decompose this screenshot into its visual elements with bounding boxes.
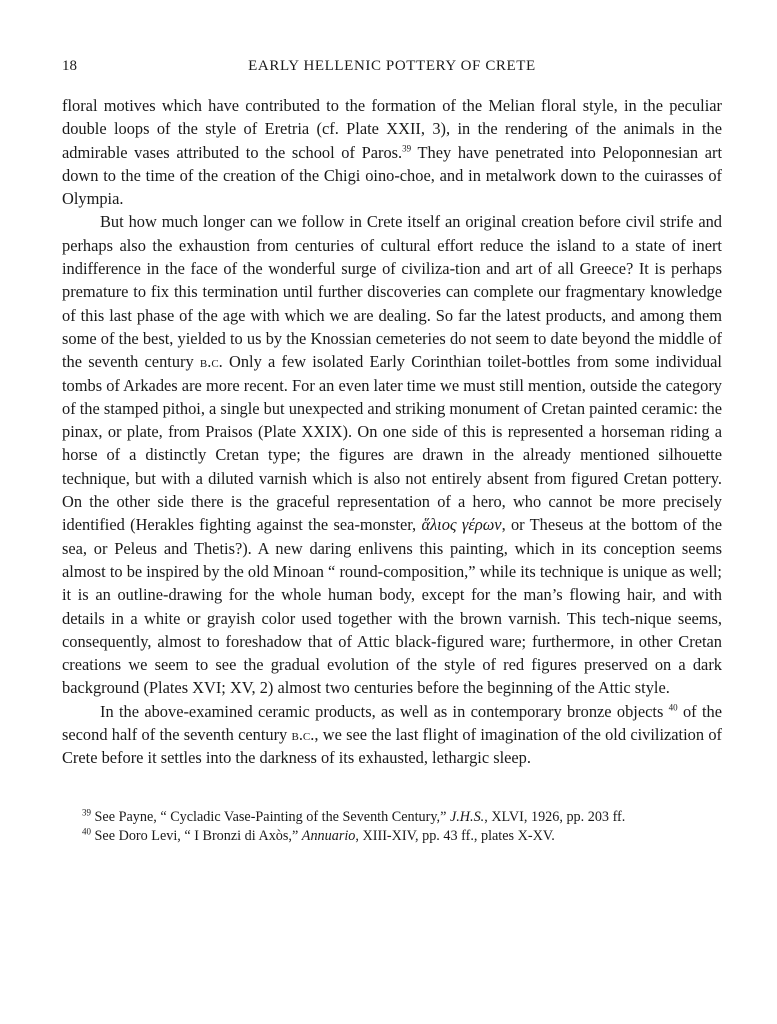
page-header [62, 58, 722, 84]
paragraph-3-text-c: , we see the last flight of imagination of the old civilization of Crete before it settles into the darkness of its exhausted, lethargic sleep. [62, 725, 722, 768]
paragraph-2-text-c: , or Theseus at the bottom of the sea, or Peleus and Thetis?). A new daring enlivens this painting, which in its conception seems almost to be inspired by the old Minoan “ round-composition,” while its technique is unique as well; it is an outline-drawing for the whole human body, except for the man’s flowing hair, and with details in a white or grayish color used together with the brown varnish. This tech-nique seems, consequently, almost to foreshadow that of Attic black-figured ware; furthermore, in other Cretan creations we seem to see the gradual evolution of the style of red figures preserved on a dark background (Plates XVI; XV, 2) almost two centuries before the beginning of the Attic style. [62, 515, 723, 698]
footnote-text: See Doro Levi, “ I Bronzi di Axòs,” [91, 828, 302, 845]
bc-abbrev: b.c. [199, 352, 223, 372]
paragraph-1-text-b: They have penetrated into Peloponnesian art down to the time of the creation of the Chigi oino-choe, and in metalwork down to the cuirasses of Olympia. [62, 142, 722, 209]
footnote-ref-39: 39 [402, 143, 412, 154]
footnote-40 [62, 827, 722, 847]
footnote-text-end: , XIII-XIV, pp. 43 ff., plates X-XV. [355, 828, 555, 845]
body-text [62, 94, 722, 770]
paragraph-2-text-a: But how much longer can we follow in Crete itself an original creation before civil strife and perhaps also the exhaustion from centuries of cultural effort reduce the island to a state of inert indifference in the face of the wonderful surge of civiliza-tion and art of all Greece? It is perhaps premature to fix this termination until further discoveries can complete our fragmentary knowledge of this last phase of the age with which we are dealing. So far the latest products, and among them some of the best, yielded to us by the Knossian cemeteries do not seem to date beyond the middle of the seventh century [62, 212, 722, 372]
footnote-text-end: , XLVI, 1926, pp. 203 ff. [484, 808, 626, 825]
footnote-journal: Annuario [301, 828, 356, 845]
paragraph-3-text-b: of the second half of the seventh century [62, 701, 722, 745]
greek-phrase: ἅλιος γέρων [421, 515, 502, 535]
footnote-mark: 39 [82, 806, 91, 817]
footnote-journal: J.H.S. [449, 808, 485, 825]
paragraph-3-text-a: In the above-examined ceramic products, as well as in contemporary bronze objects [100, 701, 669, 721]
paragraph-1 [62, 94, 722, 210]
footnote-text: See Payne, “ Cycladic Vase-Painting of the Seventh Century,” [91, 808, 450, 825]
paragraph-3 [62, 700, 722, 770]
footnote-ref-40: 40 [668, 702, 678, 713]
footnote-39 [62, 808, 722, 828]
footnotes [62, 808, 722, 847]
paragraph-1-text-a: floral motives which have contributed to the formation of the Melian floral style, in the peculiar double loops of the style of Eretria (cf. Plate XXII, 3), in the rendering of the animals in the admirable vases attributed to the school of Paros. [62, 96, 722, 162]
page [62, 58, 722, 847]
paragraph-2 [62, 210, 722, 699]
page-number: 18 [62, 58, 77, 74]
footnote-mark: 40 [82, 826, 91, 837]
bc-abbrev: b.c. [291, 725, 315, 745]
paragraph-2-text-b: Only a few isolated Early Corinthian toilet-bottles from some individual tombs of Arkades are more recent. For an even later time we must still mention, outside the category of the stamped pithoi, a single but unexpected and striking monument of Cretan painted ceramic: the pinax, or plate, from Praisos (Plate XXIX). On one side of this is represented a horseman riding a horse of a distinctly Cretan type; the figures are drawn in the already mentioned silhouette technique, but with a diluted varnish which is also not entirely absent from figured Cretan pottery. On the other side there is the graceful representation of a hero, who cannot be more precisely identified (Herakles fighting against the sea-monster, [62, 352, 722, 535]
running-title: EARLY HELLENIC POTTERY OF CRETE [248, 58, 536, 74]
